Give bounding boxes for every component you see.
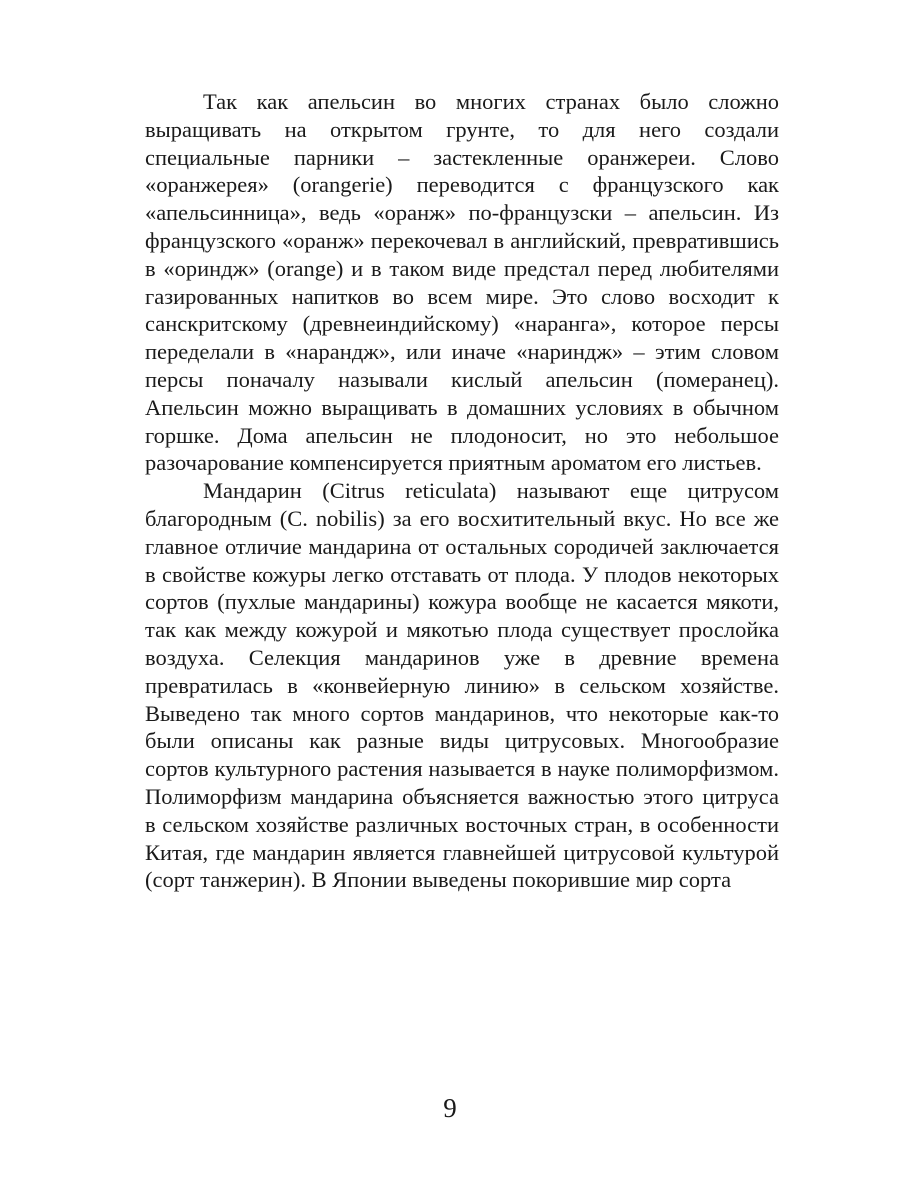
page-number: 9: [443, 1093, 457, 1123]
body-text: [145, 88, 779, 894]
paragraph-mandarin: Мандарин (Citrus reticulata) называют еще цитрусом благородным (C. nobilis) за его восхитительный вкус. Но все же главное отличие мандарина от остальных сородичей заключается в свойстве кожуры легко отставать от плода. У плодов некоторых сортов (пухлые мандарины) кожура вообще не касается мякоти, так как между кожурой и мякотью плода существует прослойка воздуха. Селекция мандаринов уже в древние времена превратилась в «конвейерную линию» в сельском хозяйстве. Выведено так много сортов мандаринов, что некоторые как-то были описаны как разные виды цитрусовых. Многообразие сортов культурного растения называется в науке полиморфизмом. Полиморфизм мандарина объясняется важностью этого цитруса в сельском хозяйстве различных восточных стран, в особенности Китая, где мандарин является главнейшей цитрусовой культурой (сорт танжерин). В Японии выведены покорившие мир сорта: [145, 478, 779, 893]
paragraph-orange-history: Так как апельсин во многих странах было сложно выращивать на открытом грунте, то для него создали специальные парники – застекленные оранжереи. Слово «оранжерея» (orangerie) переводится с французского как «апельсинница», ведь «оранж» по-французски – апельсин. Из французского «оранж» перекочевал в английский, превратившись в «ориндж» (orange) и в таком виде предстал перед любителями газированных напитков во всем мире. Это слово восходит к санскритскому (древнеиндийскому) «наранга», которое персы переделали в «нарандж», или иначе «нариндж» – этим словом персы поначалу называли кислый апельсин (померанец). Апельсин можно выращивать в домашних условиях в обычном горшке. Дома апельсин не плодоносит, но это небольшое разочарование компенсируется приятным ароматом его листьев.: [145, 89, 779, 476]
